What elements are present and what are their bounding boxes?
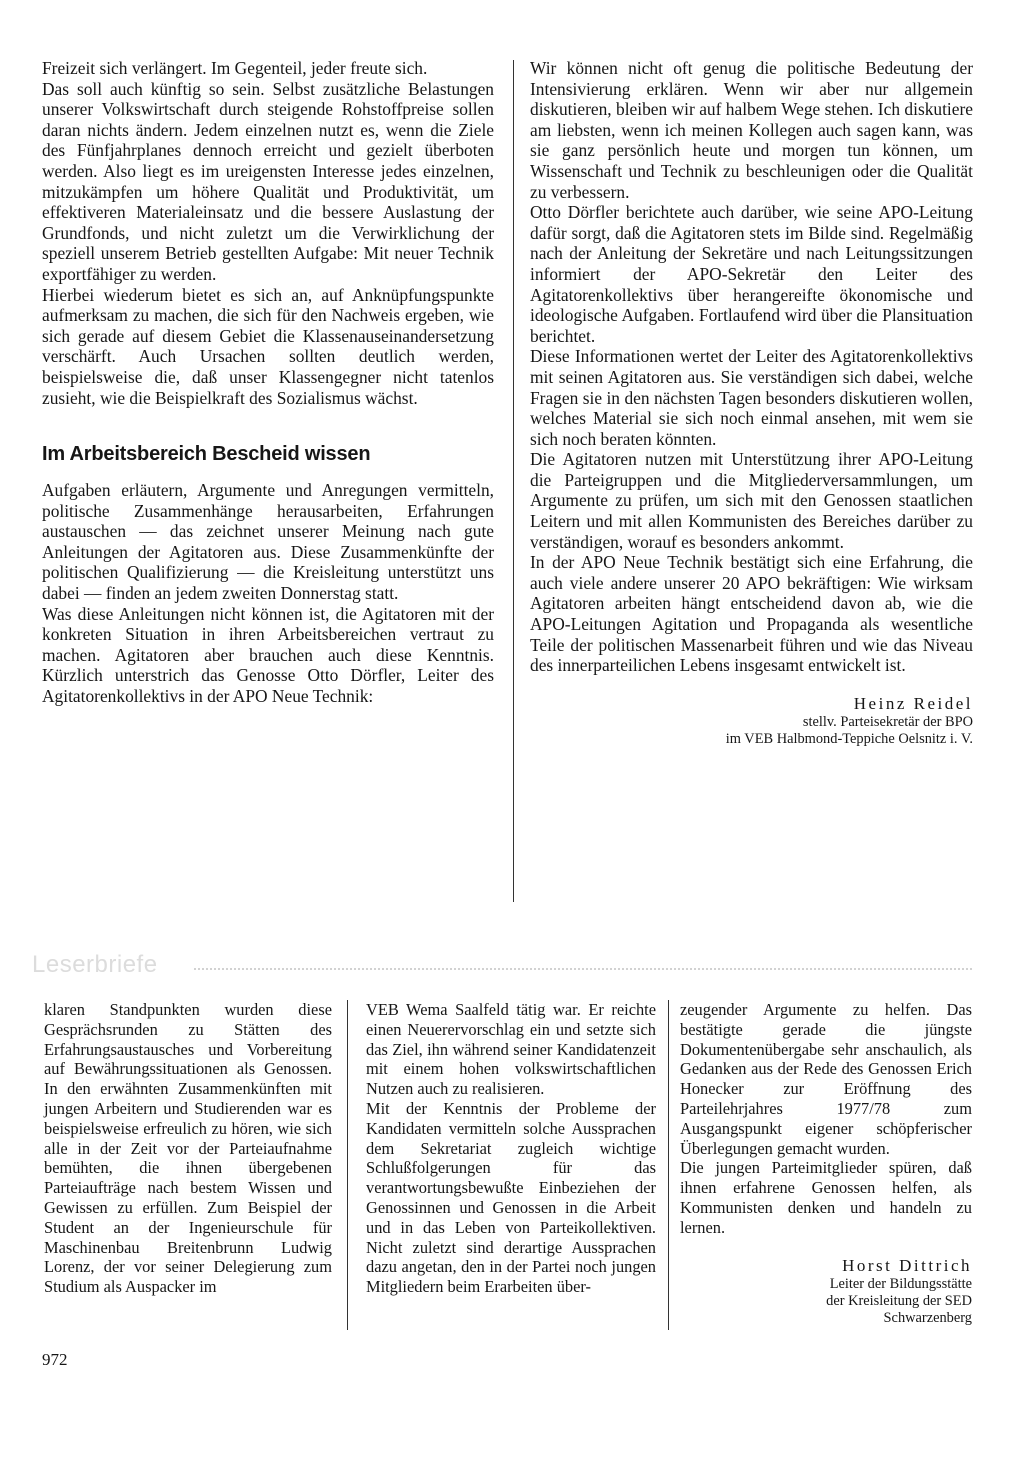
- letters-column-3: [680, 1000, 972, 1327]
- author-name: Horst Dittrich: [842, 1255, 972, 1275]
- section-band-label: Leserbriefe: [32, 951, 158, 978]
- column-divider: [347, 1000, 348, 1330]
- paragraph: Die Agitatoren nutzen mit Unterstützung ihrer APO-Leitung die Parteigruppen und die Mitgliederversammlungen, um Argumente zu prüfen, um sich mit den Genossen staatlichen Leitern und mit allen Kommunisten des Bereiches darüber zu verständigen, worauf es besonders ankommt.: [530, 449, 973, 552]
- author-role: im VEB Halbmond-Teppiche Oelsnitz i. V.: [725, 730, 973, 747]
- paragraph: zeugender Argumente zu helfen. Das bestätigte gerade die jüngste Dokumentenübergabe sehr anschaulich, als Gedanken aus der Rede des Genossen Erich Honecker zur Eröffnung des Parteilehrjahres 1977/78 zum Ausgangspunkt eigener schöpferischer Überlegungen gemacht wurden.: [680, 1000, 972, 1158]
- page-number: 972: [42, 1350, 68, 1369]
- article-left-column: [42, 58, 494, 707]
- paragraph: Mit der Kenntnis der Probleme der Kandidaten vermitteln solche Aussprachen dem Sekretariat zugleich wichtige Schlußfolgerungen für das verantwortungsbewußte Einbeziehen der Genossinnen und Genossen in die Arbeit und in das Leben von Parteikollektiven. Nicht zuletzt sind derartige Aussprachen dazu angetan, den in der Partei noch jungen Mitgliedern beim Erarbeiten über-: [366, 1098, 656, 1297]
- column-divider: [513, 60, 514, 902]
- section-band-rule: [194, 968, 972, 972]
- paragraph: VEB Wema Saalfeld tätig war. Er reichte einen Neuerervorschlag ein und setzte sich das Ziel, ihn während seiner Kandidatenzeit mit einem hohen volkswirtschaftlichen Nutzen auch zu realisieren.: [366, 1000, 656, 1099]
- paragraph: Diese Informationen wertet der Leiter des Agitatorenkollektivs mit seinen Agitatoren aus. Sie verständigen sich dabei, welche Fragen sie in den nächsten Tagen besonders diskutieren wollen, welches Material sie sich noch einmal ansehen, mit wem sie sich noch beraten könnten.: [530, 346, 973, 449]
- author-signature: [680, 1256, 972, 1327]
- paragraph: klaren Standpunkten wurden diese Gesprächsrunden zu Stätten des Erfahrungsaustausches und Vorbereitung auf Bewährungssituationen als Genossen. In den erwähnten Zusammenkünften mit jungen Arbeitern und Studierenden war es beispielsweise erfreulich zu hören, wie sich alle in der Zeit vor der Parteiaufnahme bemühten, die ihnen übergebenen Parteiaufträge nach bestem Wissen und Gewissen zu erfüllen. Zum Beispiel der Student an der Ingenieurschule für Maschinenbau Breitenbrunn Ludwig Lorenz, der vor seiner Delegierung zum Studium als Auspacker im: [44, 1000, 332, 1297]
- article-right-column: [530, 58, 973, 748]
- paragraph: Freizeit sich verlängert. Im Gegenteil, jeder freute sich.: [42, 58, 428, 78]
- paragraph: Die jungen Parteimitglieder spüren, daß ihnen erfahrene Genossen helfen, als Kommunisten denken und handeln zu lernen.: [680, 1158, 972, 1237]
- author-name: Heinz Reidel: [853, 693, 973, 713]
- section-band: [32, 952, 972, 978]
- paragraph: Aufgaben erläutern, Argumente und Anregungen vermitteln, politische Zusammenhänge herausarbeiten, Erfahrungen austauschen — das zeichnet unserer Meinung nach gute Anleitungen der Agitatoren aus. Diese Zusammenkünfte der politischen Qualifizierung — die Kreisleitung unterstützt uns dabei — finden an jedem zweiten Donnerstag statt.: [42, 480, 494, 604]
- paragraph: Was diese Anleitungen nicht können ist, die Agitatoren mit der konkreten Situation in ihren Arbeitsbereichen vertraut zu machen. Agitatoren aber brauchen auch diese Kenntnis. Kürzlich unterstrich das Genosse Otto Dörfler, Leiter des Agitatorenkollektivs in der APO Neue Technik:: [42, 603, 494, 707]
- author-role: Leiter der Bildungsstätte: [829, 1275, 972, 1292]
- letters-column-1: [44, 1000, 332, 1297]
- column-divider: [668, 1000, 669, 1330]
- paragraph: Otto Dörfler berichtete auch darüber, wie seine APO-Leitung dafür sorgt, daß die Agitatoren stets im Bilde sind. Regelmäßig nach der Anleitung der Sekretäre und nach Leitungssitzungen informiert der APO-Sekretär den Leiter des Agitatorenkollektivs über herangereifte ökonomische und ideologische Aufgaben. Fortlaufend wird über die Plansituation berichtet.: [530, 202, 973, 346]
- author-role: Schwarzenberg: [883, 1309, 972, 1326]
- paragraph: In der APO Neue Technik bestätigt sich eine Erfahrung, die auch viele andere unserer 20 APO bekräftigen: Wie wirksam Agitatoren arbeiten hängt entscheidend davon ab, wie die APO-Leitungen Agitation und Propaganda als wesentliche Teile der politischen Massenarbeit führen und wie das Niveau des innerparteilichen Lebens insgesamt entwickelt ist.: [530, 552, 973, 676]
- paragraph: Hierbei wiederum bietet es sich an, auf Anknüpfungspunkte aufmerksam zu machen, die sich für den Nachweis ergeben, wie sich gerade auf diesem Gebiet die Klassenauseinandersetzung verschärft. Auch Ursachen sollten deutlich werden, beispielsweise die, daß unser Klassengegner nicht tatenlos zusieht, wie die Beispielkraft des Sozialismus wächst.: [42, 284, 494, 408]
- author-role: der Kreisleitung der SED: [826, 1292, 972, 1309]
- paragraph: Das soll auch künftig so sein. Selbst zusätzliche Belastungen unserer Volkswirtschaft durch steigende Rohstoffpreise sollen daran nichts ändern. Jedem einzelnen nutzt es, wenn die Ziele des Fünfjahrplanes dennoch erreicht und gezielt überboten werden. Also liegt es im ureigensten Interesse jedes einzelnen, mitzukämpfen um höhere Qualität und Produktivität, um effektiveren Materialeinsatz und die bessere Auslastung der Grundfonds, und nicht zuletzt um die Verwirklichung der speziell unserem Betrieb gestellten Aufgabe: Mit neuer Technik exportfähiger zu werden.: [42, 78, 494, 284]
- section-heading: Im Arbeitsbereich Bescheid wissen: [42, 443, 371, 466]
- author-signature: [530, 694, 973, 748]
- author-role: stellv. Parteisekretär der BPO: [802, 713, 973, 730]
- paragraph: Wir können nicht oft genug die politische Bedeutung der Intensivierung erklären. Wenn wir aber nur allgemein diskutieren, bleiben wir auf halbem Wege stehen. Ich diskutiere am liebsten, wenn ich meinen Kollegen auch sagen kann, was sie ganz persönlich heute und morgen tun können, um Wissenschaft und Technik zu beschleunigen oder die Qualität zu verbessern.: [530, 58, 973, 202]
- letters-column-2: [366, 1000, 656, 1297]
